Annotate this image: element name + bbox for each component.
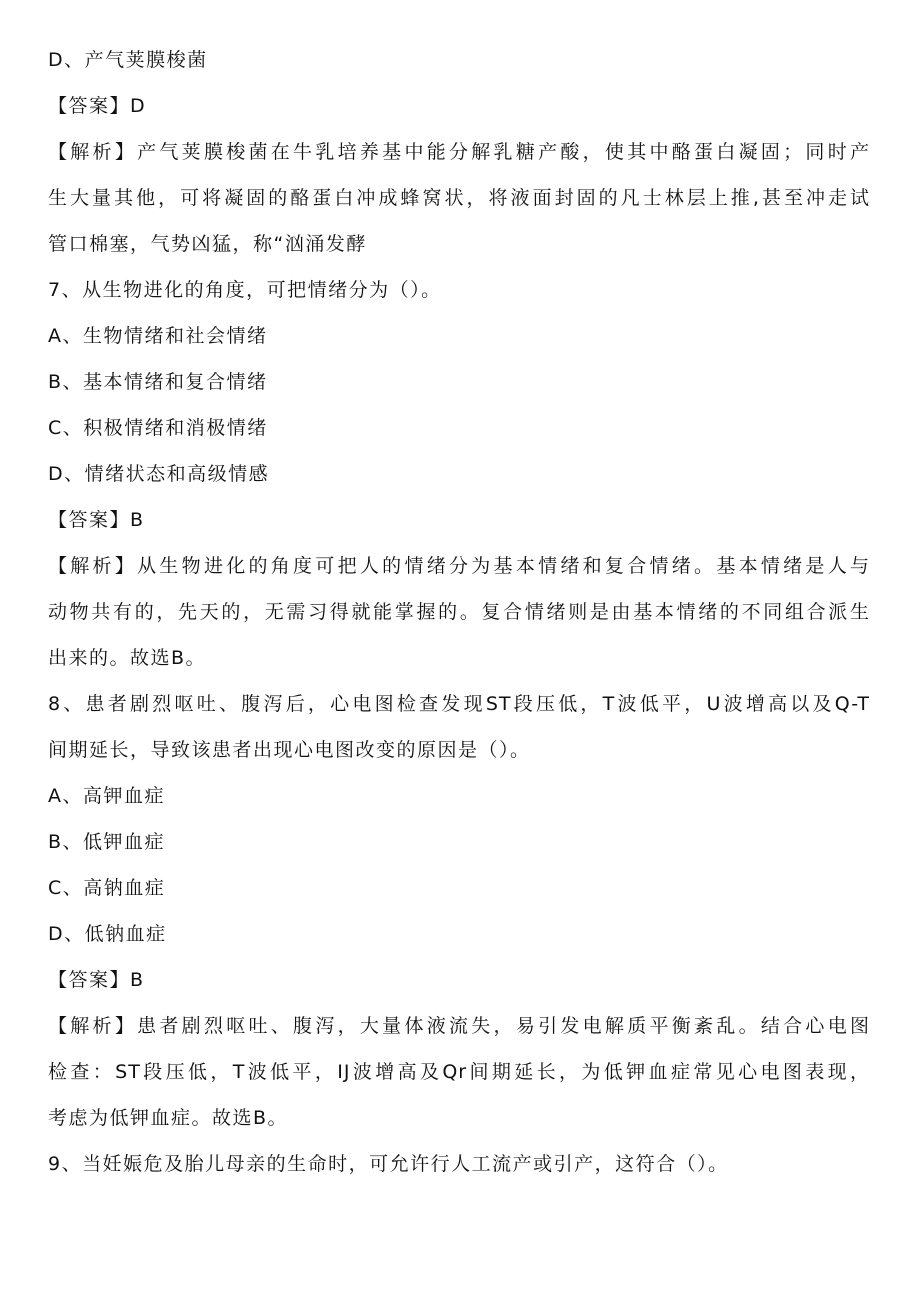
q9-question: 9、当妊娠危及胎儿母亲的生命时，可允许行人工流产或引产，这符合（）。 [48,1153,729,1175]
q7-answer: 【答案】B [48,509,145,531]
q7-analysis-line-1: 【解析】从生物进化的角度可把人的情绪分为基本情绪和复合情绪。基本情绪是人与 [48,555,870,577]
q7-option-a: A、生物情绪和社会情绪 [48,325,268,347]
q8-option-a: A、高钾血症 [48,785,165,807]
q6-analysis-line-2: 生大量其他，可将凝固的酪蛋白冲成蜂窝状，将液面封固的凡士林层上推,甚至冲走试 [48,187,870,209]
q8-analysis-line-2: 检查：ST段压低，T波低平，IJ波增高及Qr间期延长，为低钾血症常见心电图表现， [48,1061,870,1083]
q8-option-b: B、低钾血症 [48,831,166,853]
q8-question-line-1: 8、患者剧烈呕吐、腹泻后，心电图检查发现ST段压低，T波低平，U波增高以及Q-T [48,693,870,715]
q7-option-b: B、基本情绪和复合情绪 [48,371,268,393]
q7-question: 7、从生物进化的角度，可把情绪分为（）。 [48,279,442,301]
q6-analysis-line-3: 管口棉塞，气势凶猛，称“汹涌发酵 [48,233,367,255]
q7-analysis-line-2: 动物共有的，先天的，无需习得就能掌握的。复合情绪则是由基本情绪的不同组合派生 [48,601,870,623]
q6-option-d: D、产气荚膜梭菌 [48,49,208,71]
q7-option-c: C、积极情绪和消极情绪 [48,417,268,439]
q8-option-c: C、高钠血症 [48,877,166,899]
q8-question-line-2: 间期延长，导致该患者出现心电图改变的原因是（）。 [48,739,531,761]
q8-analysis-line-3: 考虑为低钾血症。故选B。 [48,1107,289,1129]
q6-analysis-line-1: 【解析】产气荚膜梭菌在牛乳培养基中能分解乳糖产酸，使其中酪蛋白凝固；同时产 [48,141,870,163]
q8-answer: 【答案】B [48,969,145,991]
q7-option-d: D、情绪状态和高级情感 [48,463,270,485]
q7-analysis-line-3: 出来的。故选B。 [48,647,207,669]
q8-analysis-line-1: 【解析】患者剧烈呕吐、腹泻，大量体液流失，易引发电解质平衡紊乱。结合心电图 [48,1015,870,1037]
q6-answer: 【答案】D [48,95,147,117]
q8-option-d: D、低钠血症 [48,923,167,945]
